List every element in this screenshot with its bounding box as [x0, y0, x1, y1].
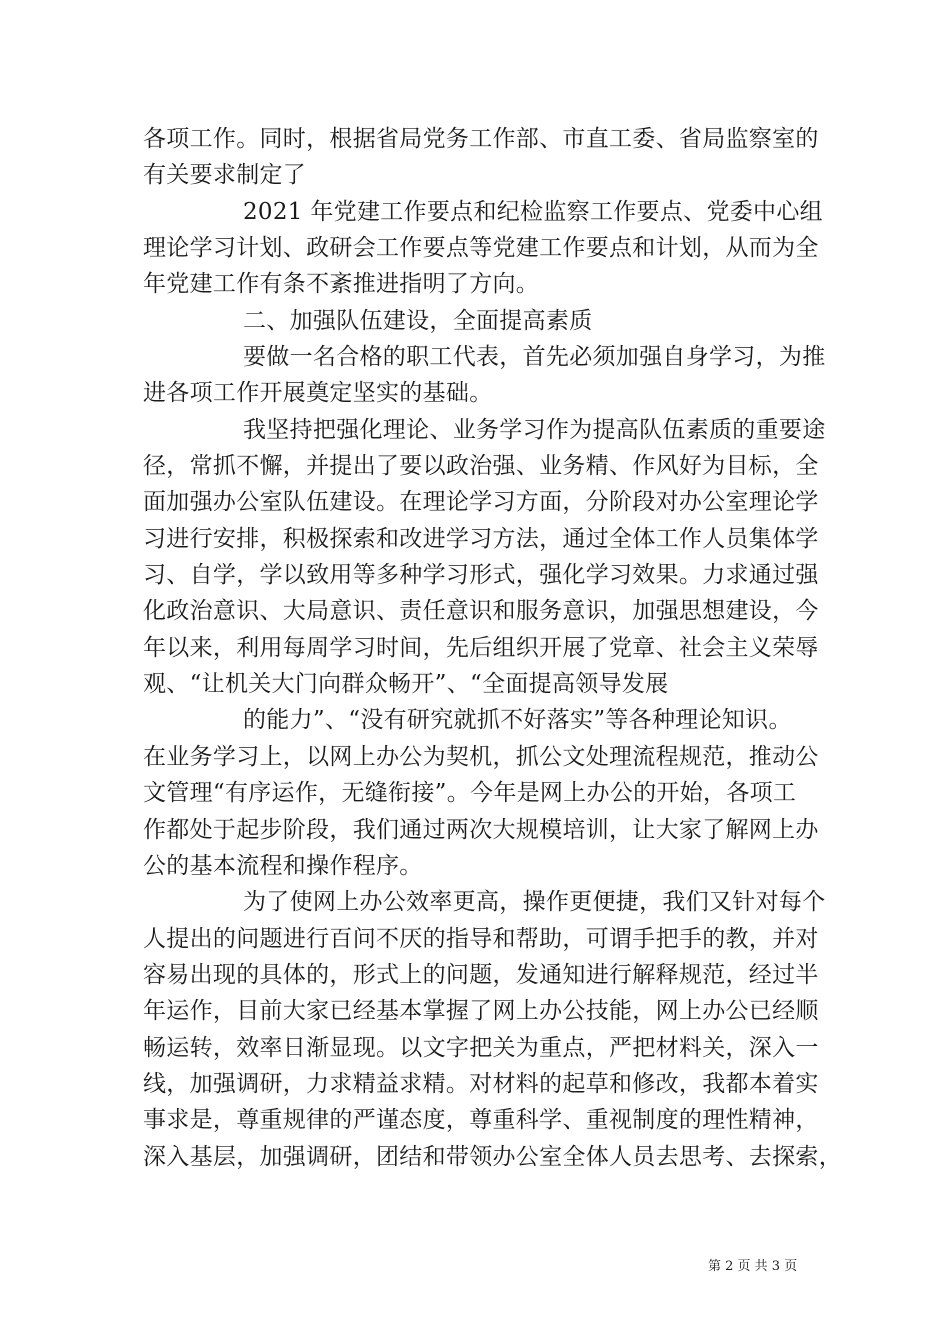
text-line: 容易出现的具体的，形式上的问题，发通知进行解释规范，经过半 — [143, 962, 819, 988]
text-line: 畅运转，效率日渐显现。以文字把关为重点，严把材料关，深入一 — [143, 1035, 819, 1061]
text-line: 各项工作。同时，根据省局党务工作部、市直工委、省局监察室的 — [143, 126, 819, 152]
text-line: 年运作，目前大家已经基本掌握了网上办公技能，网上办公已经顺 — [143, 998, 819, 1024]
text-line: 为了使网上办公效率更高，操作更便捷，我们又针对每个 — [243, 889, 826, 915]
text-line: 进各项工作开展奠定坚实的基础。 — [143, 380, 493, 406]
page-number: 第 2 页 共 3 页 — [708, 1259, 798, 1274]
text-line: 化政治意识、大局意识、责任意识和服务意识，加强思想建设，今 — [143, 598, 819, 624]
text-line: 线，加强调研，力求精益求精。对材料的起草和修改，我都本着实 — [143, 1071, 819, 1097]
text-line: 作都处于起步阶段，我们通过两次大规模培训，让大家了解网上办 — [143, 817, 819, 843]
section-heading: 二、加强队伍建设，全面提高素质 — [243, 308, 593, 334]
text-line: 要做一名合格的职工代表，首先必须加强自身学习，为推 — [243, 344, 826, 370]
text-line: 人提出的问题进行百问不厌的指导和帮助，可谓手把手的教，并对 — [143, 926, 819, 952]
text-line: 文管理“有序运作，无缝衔接”。今年是网上办公的开始，各项工 — [143, 780, 797, 806]
text-line: 深入基层，加强调研，团结和带领办公室全体人员去思考、去探索， — [143, 1144, 842, 1170]
text-line: 年党建工作有条不紊推进指明了方向。 — [143, 271, 540, 297]
text-line: 公的基本流程和操作程序。 — [143, 853, 423, 879]
text-line: 的能力”、“没有研究就抓不好落实”等各种理论知识。 — [243, 707, 792, 733]
text-line: 2021 年党建工作要点和纪检监察工作要点、党委中心组 — [243, 199, 823, 225]
text-line: 观、“让机关大门向群众畅开”、“全面提高领导发展 — [143, 671, 669, 697]
text-line: 面加强办公室队伍建设。在理论学习方面，分阶段对办公室理论学 — [143, 489, 819, 515]
text-line: 事求是，尊重规律的严谨态度，尊重科学、重视制度的理性精神， — [143, 1107, 819, 1133]
text-line: 有关要求制定了 — [143, 162, 307, 188]
text-line: 径，常抓不懈，并提出了要以政治强、业务精、作风好为目标，全 — [143, 453, 819, 479]
text-line: 习进行安排，积极探索和改进学习方法，通过全体工作人员集体学 — [143, 526, 819, 552]
text-line: 我坚持把强化理论、业务学习作为提高队伍素质的重要途 — [243, 417, 826, 443]
text-line: 习、自学，学以致用等多种学习形式，强化学习效果。力求通过强 — [143, 562, 819, 588]
text-line: 年以来，利用每周学习时间，先后组织开展了党章、社会主义荣辱 — [143, 635, 819, 661]
text-line: 在业务学习上，以网上办公为契机，抓公文处理流程规范，推动公 — [143, 744, 819, 770]
text-line: 理论学习计划、政研会工作要点等党建工作要点和计划，从而为全 — [143, 235, 819, 261]
